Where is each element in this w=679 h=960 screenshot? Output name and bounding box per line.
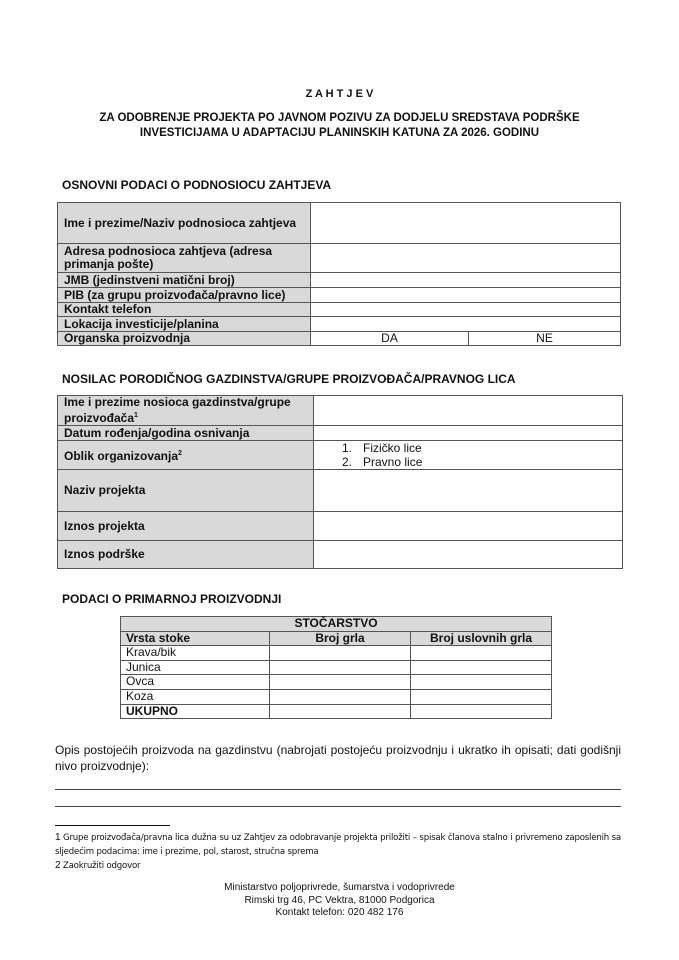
name-label: Ime i prezime/Naziv podnosioca zahtjeva [58,203,311,244]
holder-table [57,395,623,569]
footer-ministry: Ministarstvo poljoprivrede, šumarstva i vodoprivrede [224,882,455,893]
count-cell[interactable] [270,704,411,719]
date-label: Datum rođenja/godina osnivanja [58,426,314,441]
row-label: Junica [121,660,270,675]
option-physical-person[interactable]: 1. Fizičko lice [342,441,422,455]
row-label: Koza [121,689,270,704]
conditional-count-cell[interactable] [411,660,552,675]
project-name-field[interactable] [314,470,623,512]
document-subtitle-line1: ZA ODOBRENJE PROJEKTA PO JAVNOM POZIVU ZA DODJELU SREDSTAVA PODRŠKE [99,112,580,124]
conditional-count-cell[interactable] [411,675,552,690]
livestock-table [120,616,552,719]
footnote-separator [55,825,170,826]
conditional-count-cell[interactable] [411,646,552,661]
conditional-count-cell[interactable] [411,704,552,719]
project-name-label: Naziv projekta [58,470,314,512]
footer-address: Rimski trg 46, PC Vektra, 81000 Podgorica [244,895,435,906]
jmb-field[interactable] [311,273,621,288]
organic-label: Organska proizvodnja [58,332,311,346]
section2-heading: NOSILAC PORODIČNOG GAZDINSTVA/GRUPE PROIZVOĐAČA/PRAVNOG LICA [62,372,516,386]
row-label: Ovca [121,675,270,690]
applicant-table [57,202,621,346]
table-row [121,675,552,690]
count-cell[interactable] [270,660,411,675]
phone-field[interactable] [311,303,621,317]
footnote-2: 2 Zaokružiti odgovor [55,860,141,871]
document-title: Z A H T J E V [305,88,374,100]
table-row [121,689,552,704]
holder-field[interactable] [314,396,623,426]
organic-yes-option[interactable]: DA [311,332,469,346]
address-field[interactable] [311,244,621,273]
count-cell[interactable] [270,646,411,661]
section1-heading: OSNOVNI PODACI O PODNOSIOCU ZAHTJEVA [62,178,332,192]
organic-no-option[interactable]: NE [469,332,621,346]
location-field[interactable] [311,317,621,332]
row-label: UKUPNO [121,704,270,719]
pib-label: PIB (za grupu proizvođača/pravno lice) [58,288,311,303]
count-cell[interactable] [270,689,411,704]
column-header-count: Broj grla [270,631,411,646]
description-prompt: Opis postojećih proizvoda na gazdinstvu (nabrojati postojeću proizvodnju i ukratko ih opisati; dati godišnji nivo proizvodnje): [55,743,621,773]
date-field[interactable] [314,426,623,441]
form-label: Oblik organizovanja$^2$ [58,441,314,470]
address-label: Adresa podnosioca zahtjeva (adresa primanja pošte) [58,244,311,273]
holder-label: Ime i prezime nosioca gazdinstva/grupe proizvođača$^1$ [58,396,314,426]
support-amount-field[interactable] [314,541,623,569]
project-amount-field[interactable] [314,512,623,541]
conditional-count-cell[interactable] [411,689,552,704]
document-subtitle-line2: INVESTICIJAMA U ADAPTACIJU PLANINSKIH KATUNA ZA 2026. GODINU [139,127,540,139]
location-label: Lokacija investicije/planina [58,317,311,332]
project-amount-label: Iznos projekta [58,512,314,541]
description-line-1[interactable] [55,789,621,790]
column-header-conditional-count: Broj uslovnih grla [411,631,552,646]
form-options[interactable] [314,441,623,470]
option-legal-entity[interactable]: 2. Pravno lice [342,455,423,469]
footnote-1: 1 Grupe proizvođača/pravna lica dužna su uz Zahtjev za odobravanje projekta priložiti – spisak članova stalno i privremeno zaposlenih sa sljedećim podacima: ime i prezime, pol, starost, stručna sprema [55,832,621,857]
column-header-type: Vrsta stoke [121,631,270,646]
phone-label: Kontakt telefon [58,303,311,317]
row-label: Krava/bik [121,646,270,661]
support-amount-label: Iznos podrške [58,541,314,569]
section3-heading: PODACI O PRIMARNOJ PROIZVODNJI [62,592,282,606]
pib-field[interactable] [311,288,621,303]
jmb-label: JMB (jedinstveni matični broj) [58,273,311,288]
description-line-2[interactable] [55,806,621,807]
table-row [121,660,552,675]
footer-phone: Kontakt telefon: 020 482 176 [275,907,404,918]
livestock-table-title: STOČARSTVO [121,617,552,632]
count-cell[interactable] [270,675,411,690]
table-row [121,646,552,661]
name-field[interactable] [311,203,621,244]
table-row-total [121,704,552,719]
